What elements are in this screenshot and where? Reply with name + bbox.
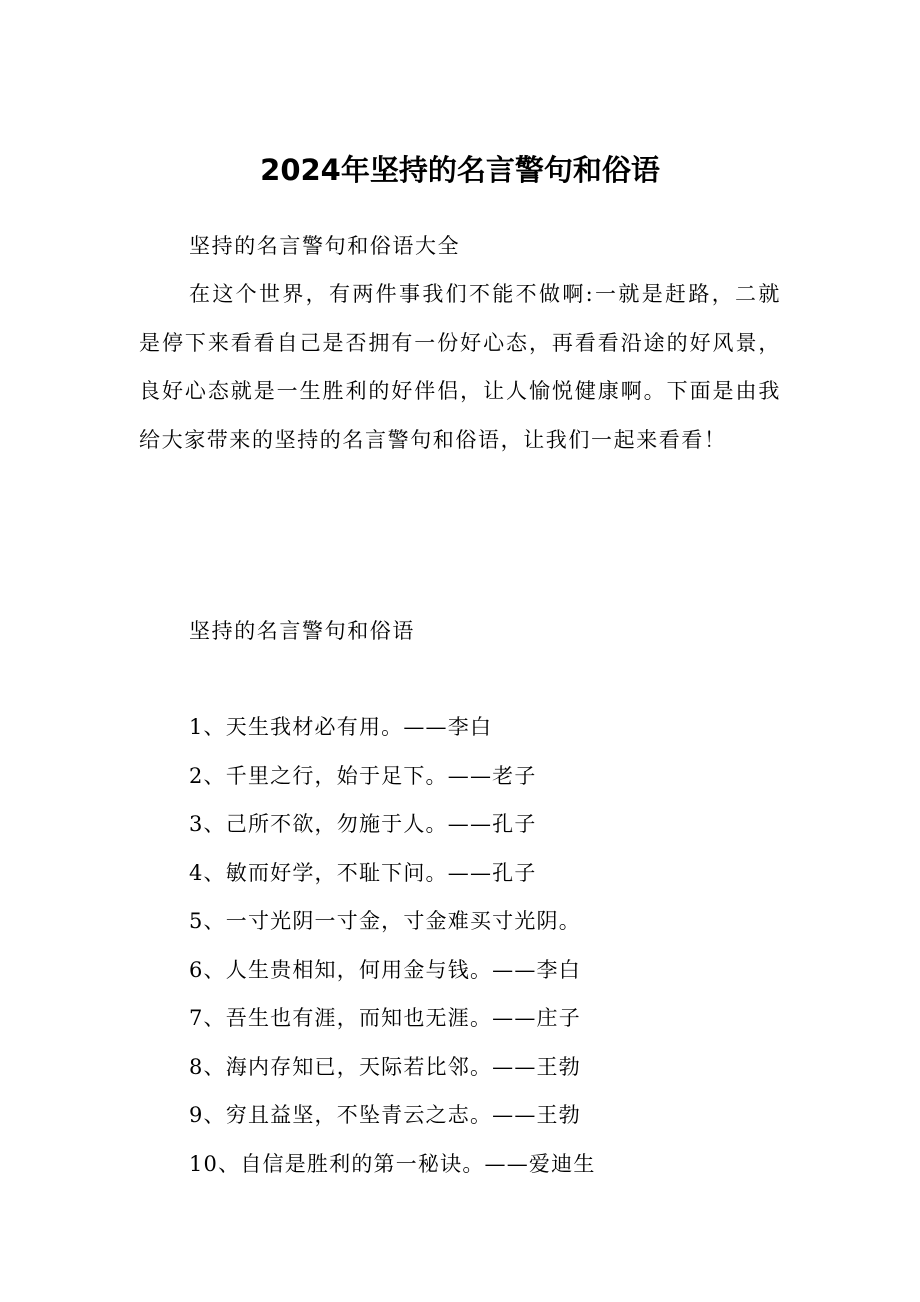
quote-item: 10、自信是胜利的第一秘诀。——爱迪生 bbox=[189, 1151, 596, 1176]
quote-item: 8、海内存知已，天际若比邻。——王勃 bbox=[189, 1054, 581, 1079]
subtitle-text: 坚持的名言警句和俗语大全 bbox=[189, 234, 461, 258]
quote-item: 3、己所不欲，勿施于人。——孔子 bbox=[189, 812, 537, 836]
quote-item: 2、千里之行，始于足下。——老子 bbox=[189, 763, 537, 788]
section-heading-text: 坚持的名言警句和俗语 bbox=[189, 619, 415, 643]
quote-item: 4、敏而好学，不耻下问。——孔子 bbox=[189, 860, 537, 885]
quote-item: 1、天生我材必有用。——李白 bbox=[189, 715, 493, 739]
document-subtitle bbox=[139, 222, 781, 271]
section-heading bbox=[139, 607, 781, 656]
quote-item: 9、穷且益坚，不坠青云之志。——王勃 bbox=[189, 1103, 581, 1127]
quote-list bbox=[189, 703, 789, 1188]
quote-item: 7、吾生也有涯，而知也无涯。——庄子 bbox=[189, 1006, 581, 1030]
quote-item: 6、人生贵相知，何用金与钱。——李白 bbox=[189, 957, 581, 982]
intro-paragraph: 在这个世界，有两件事我们不能不做啊:一就是赶路，二就是停下来看看自己是否拥有一份好心态，再看看沿途的好风景，良好心态就是一生胜利的好伴侣，让人愉悦健康啊。下面是由我给大家带来的坚持的名言警句和俗语，让我们一起来看看！ bbox=[139, 282, 781, 452]
document-title: 2024年坚持的名言警句和俗语 bbox=[260, 153, 660, 187]
quote-item: 5、一寸光阴一寸金，寸金难买寸光阴。 bbox=[189, 909, 581, 933]
